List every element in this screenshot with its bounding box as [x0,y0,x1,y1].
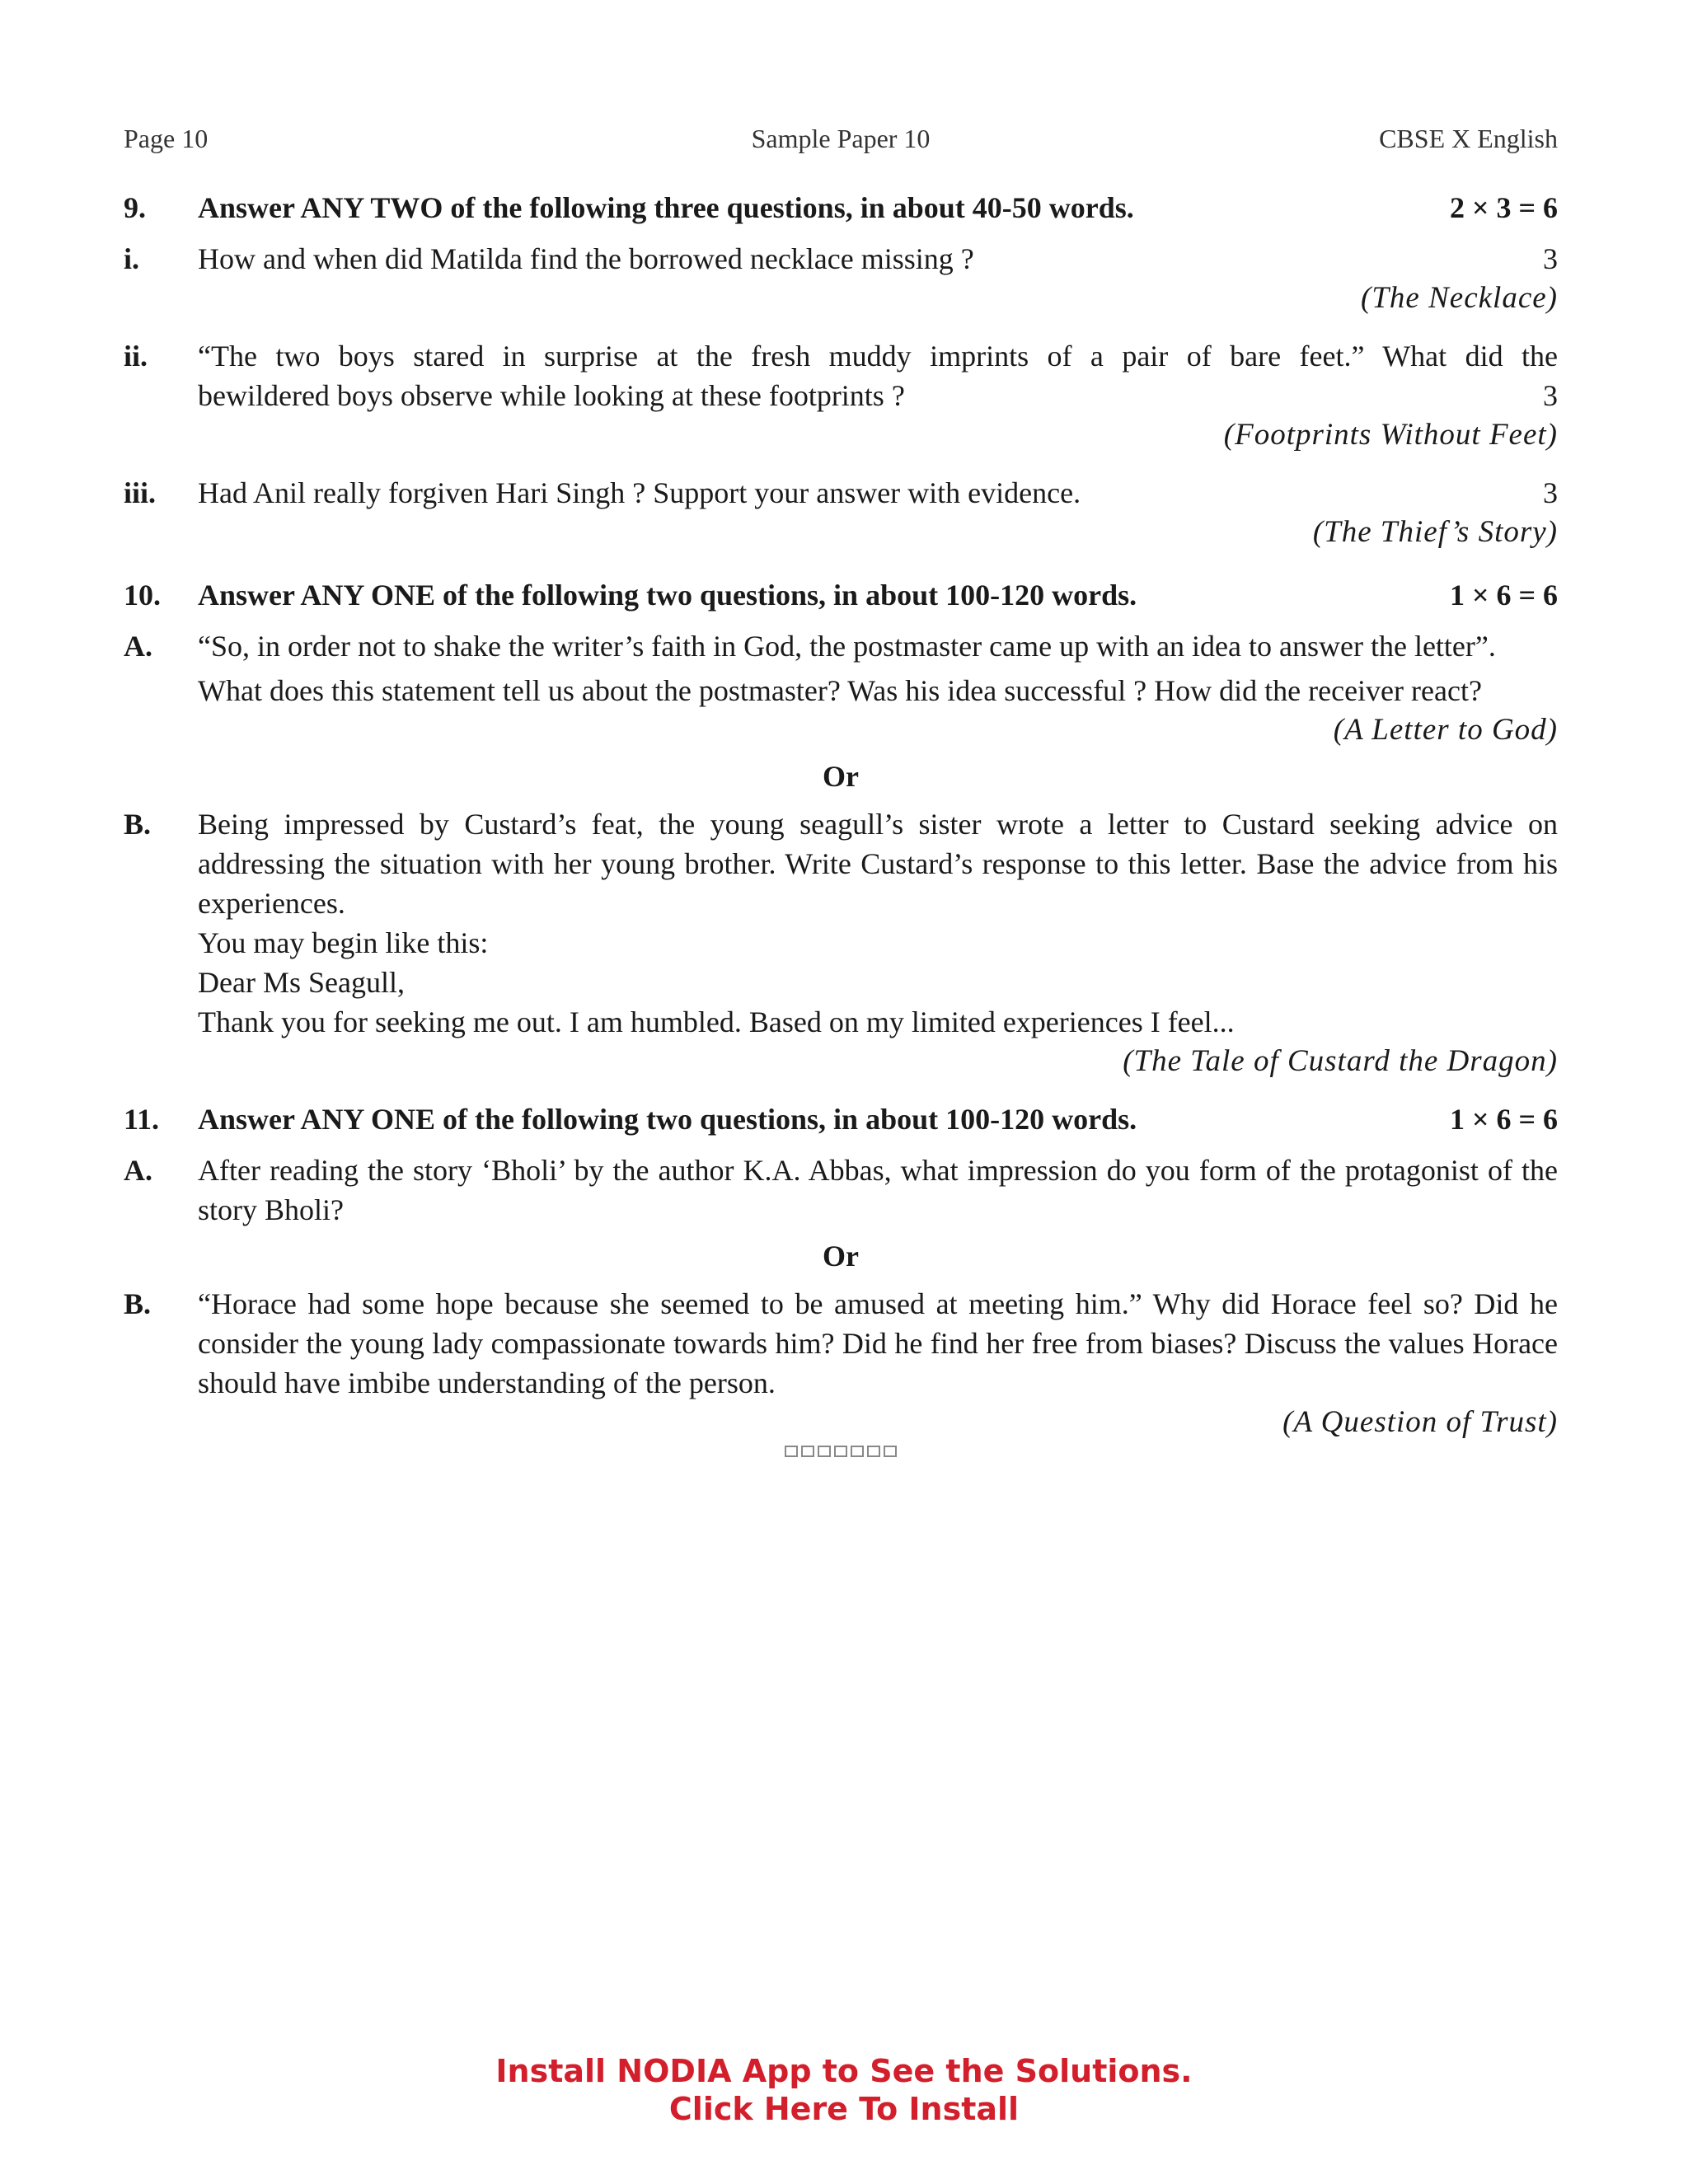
question-marks: 1 × 6 = 6 [1449,579,1558,612]
subject-title: CBSE X English [1379,124,1558,153]
question-instruction: Answer ANY ONE of the following two questions, in about 100-120 words. [198,1103,1137,1136]
page-header [124,124,1558,160]
question-instruction: Answer ANY TWO of the following three questions, in about 40-50 words. [198,191,1134,224]
option-text: After reading the story ‘Bholi’ by the author K.A. Abbas, what impression do you form of the protagonist of the story Bholi? [198,1154,1558,1226]
paper-title: Sample Paper 10 [751,124,931,153]
question-number: 9. [124,191,146,224]
item-text: bewildered boys observe while looking at these footprints ? [198,379,905,412]
option-text: Being impressed by Custard’s feat, the young seagull’s sister wrote a letter to Custard seeking advice on addressing the situation with her young brother. Write Custard’s response to this letter. Base the advice from his experiences. [198,808,1558,920]
install-app-link[interactable]: Install NODIA App to See the Solutions. [495,2053,1193,2089]
question-10-option-b [124,804,1558,1042]
question-10-option-a [124,626,1558,710]
option-label: A. [124,630,152,663]
or-divider: Or [823,1240,859,1272]
question-10-header [124,575,1558,615]
option-text: Thank you for seeking me out. I am humbled. Based on my limited experiences I feel... [198,1005,1235,1038]
question-11-option-a [124,1151,1558,1230]
option-label: B. [124,1287,152,1320]
option-text: “So, in order not to shake the writer’s faith in God, the postmaster came up with an idea to answer the letter”. [198,630,1496,663]
question-number: 10. [124,579,161,612]
source-reference: (The Necklace) [1361,281,1558,315]
item-text: “The two boys stared in surprise at the fresh muddy imprints of a pair of bare feet.” What did the [198,340,1558,373]
option-text: “Horace had some hope because she seemed to be amused at meeting him.” Why did Horace feel so? Did he consider the young lady compassionate towards him? Did he find her free from biases? Discuss the values Horace should have imbibe understanding of the person. [198,1287,1558,1399]
option-label: A. [124,1154,152,1187]
source-reference: (Footprints Without Feet) [1223,418,1558,452]
question-9-header [124,188,1558,227]
page-number: Page 10 [124,124,209,153]
option-text: What does this statement tell us about the postmaster? Was his idea successful ? How did the receiver react? [198,674,1482,707]
option-text: You may begin like this: [198,926,489,959]
question-9-item-iii [124,473,1558,513]
item-label: ii. [124,340,148,373]
question-9-item-i [124,239,1558,279]
source-reference: (The Tale of Custard the Dragon) [1123,1044,1558,1078]
option-text: Dear Ms Seagull, [198,966,405,999]
option-label: B. [124,808,152,841]
or-divider: Or [823,760,859,793]
question-marks: 2 × 3 = 6 [1449,191,1558,224]
install-app-banner[interactable] [0,2052,1688,2128]
item-mark: 3 [1543,242,1558,275]
click-to-install-link[interactable]: Click Here To Install [668,2091,1020,2127]
question-11-header [124,1099,1558,1139]
item-label: iii. [124,476,157,509]
item-mark: 3 [1543,379,1558,412]
question-9-item-ii [124,336,1558,415]
item-text: How and when did Matilda find the borrowed necklace missing ? [198,242,974,275]
question-instruction: Answer ANY ONE of the following two questions, in about 100-120 words. [198,579,1137,612]
source-reference: (A Question of Trust) [1282,1405,1558,1439]
source-reference: (A Letter to God) [1333,713,1558,747]
item-text: Had Anil really forgiven Hari Singh ? Support your answer with evidence. [198,476,1081,509]
item-label: i. [124,242,140,275]
question-content [124,188,1558,1461]
question-11-option-b [124,1284,1558,1403]
question-number: 11. [124,1103,160,1136]
end-of-paper-mark [124,1446,1558,1461]
source-reference: (The Thief’s Story) [1312,515,1558,549]
question-marks: 1 × 6 = 6 [1449,1103,1558,1136]
item-mark: 3 [1543,476,1558,509]
